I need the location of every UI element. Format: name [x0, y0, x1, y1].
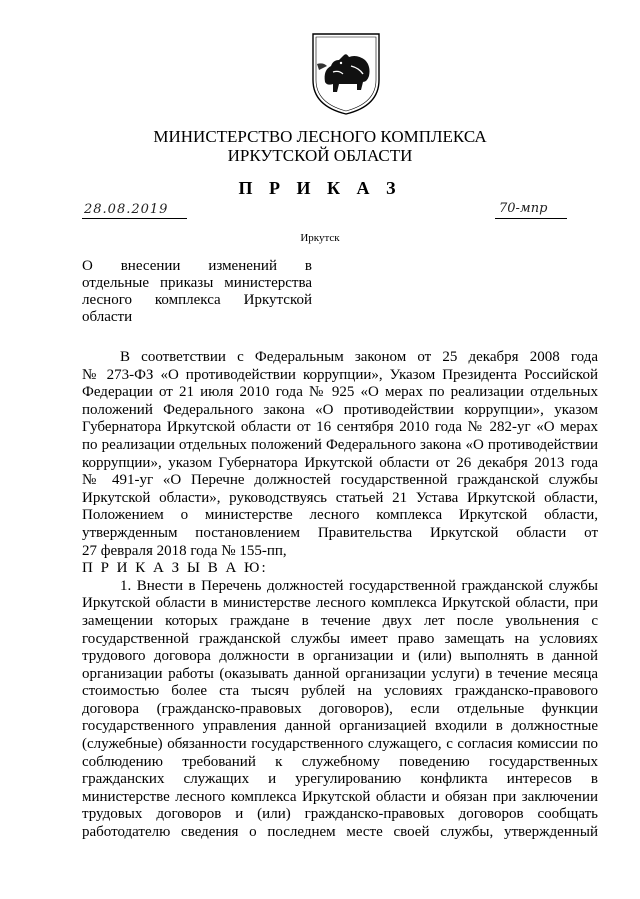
order-body	[82, 349, 598, 842]
item1-line: государственного управления данной организацией входили в должностные	[82, 718, 598, 735]
subject-word: в	[304, 258, 312, 274]
item1-line: организации работы (оказывать данной организации услуги) в течение месяца	[82, 665, 598, 682]
subject-word: изменений	[208, 258, 277, 274]
number-underline	[495, 218, 567, 219]
handwritten-number: 70-мпр	[499, 201, 548, 216]
preamble-line: № 491-уг «О Перечне должностей государственной гражданской службы	[82, 472, 598, 489]
preamble-line: В соответствии с Федеральным законом от 25 декабря 2008 года	[120, 349, 598, 365]
subject-line: лесного комплекса Иркутской	[82, 292, 312, 308]
ministry-name-line2: ИРКУТСКОЙ ОБЛАСТИ	[227, 146, 413, 165]
item1-line: стоимостью более ста тысяч рублей на условиях гражданско-правового	[82, 683, 598, 700]
handwritten-date: 28.08.2019	[84, 202, 169, 217]
subject-line: области	[82, 309, 133, 325]
preamble-line: по реализации отдельных положений Федерального закона «О противодействии	[82, 436, 598, 453]
coat-of-arms-icon	[309, 30, 383, 116]
subject-word: внесении	[120, 258, 181, 274]
preamble-line: Федерации от 21 июля 2010 года № 925 «О мерах по реализации отдельных	[82, 384, 598, 401]
subject-word: О	[82, 258, 93, 274]
item1-line: государственной гражданской службы имеет право замещать на условиях	[82, 630, 598, 647]
order-keyword: П Р И К А З Ы В А Ю:	[82, 560, 268, 577]
preamble-line: 27 февраля 2018 года № 155-пп,	[82, 542, 287, 559]
item1-line: замещении которых граждане в течение двух лет после увольнения с	[82, 612, 598, 629]
item1-line: (служебные) обязанности государственного служащего, с согласия комиссии по	[82, 736, 598, 753]
item1-line: работодателю сведения о последнем месте своей службы, утвержденный	[82, 824, 598, 841]
item1-line: министерстве лесного комплекса Иркутской области и обязан при заключении	[82, 788, 598, 805]
date-underline	[82, 218, 187, 219]
preamble-line: № 273-ФЗ «О противодействии коррупции», Указом Президента Российской	[82, 366, 598, 383]
preamble-line: Иркутской области», руководствуясь статьей 21 Устава Иркутской области,	[82, 489, 598, 506]
item1-line: трудового договора должности в организации и (или) выполнять в данной	[82, 648, 598, 665]
document-title: П Р И К А З	[238, 178, 402, 198]
preamble-line: Губернатора Иркутской области от 16 сентября 2010 года № 282-уг «О мерах	[82, 419, 598, 436]
item1-line: трудовых договоров и (или) гражданско-правовых договоров сообщать	[82, 806, 598, 823]
subject-line: отдельные приказы министерства	[82, 275, 312, 291]
city-name: Иркутск	[300, 232, 340, 244]
preamble-line: утвержденным постановлением Правительства Иркутской области от	[82, 524, 598, 541]
preamble-line: Положением о министерстве лесного комплекса Иркутской области,	[82, 507, 598, 524]
item1-line: Иркутской области в министерстве лесного комплекса Иркутской области, при	[82, 595, 598, 612]
item1-line: договора (гражданско-правовых договоров), если отдельные функции	[82, 700, 598, 717]
preamble-line: положений Федерального закона «О противодействии коррупции», указом	[82, 401, 598, 418]
ministry-name-line1: МИНИСТЕРСТВО ЛЕСНОГО КОМПЛЕКСА	[153, 127, 487, 146]
item1-line: гражданских служащих и урегулированию конфликта интересов в	[82, 771, 598, 788]
order-subject	[82, 258, 312, 326]
item1-line: соблюдению требований к служебному поведению государственных	[82, 753, 598, 770]
item1-line: 1. Внести в Перечень должностей государственной гражданской службы	[120, 577, 598, 594]
preamble-line: коррупции», указом Губернатора Иркутской области от 26 декабря 2013 года	[82, 454, 598, 471]
subject-line	[82, 258, 312, 275]
